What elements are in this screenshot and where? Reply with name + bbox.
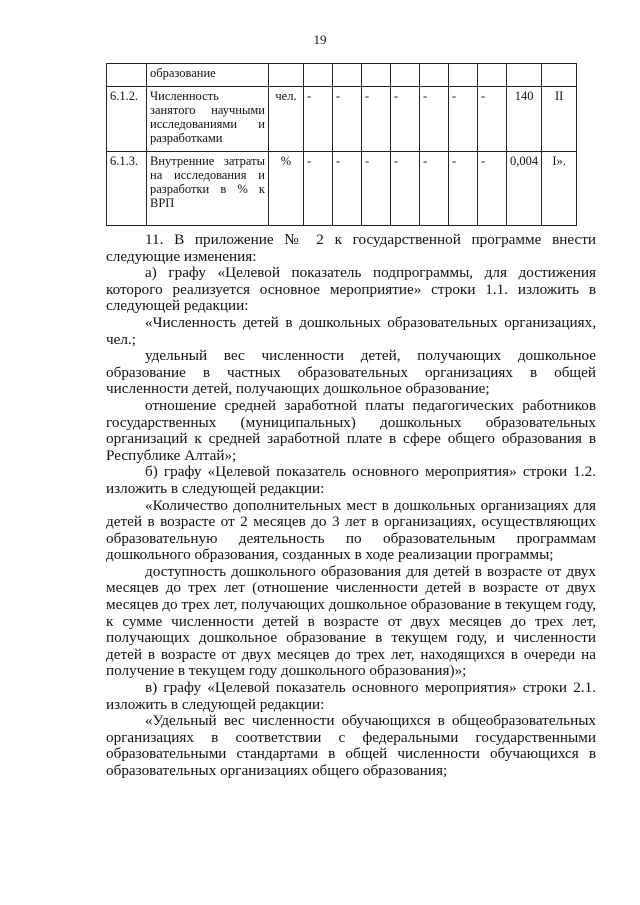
cell-stage: [542, 64, 577, 87]
cell-target-value: [507, 64, 542, 87]
cell-year-value: -: [333, 152, 362, 226]
cell-stage: I».: [542, 152, 577, 226]
cell-year-value: -: [333, 87, 362, 152]
cell-target-value: 0,004: [507, 152, 542, 226]
cell-year-value: -: [449, 152, 478, 226]
paragraph: а) графу «Целевой показатель подпрограммы, для достижения которого реализуется основное мероприятие» строки 1.1. изложить в следующей редакции:: [106, 264, 596, 315]
cell-target-value: 140: [507, 87, 542, 152]
cell-indicator-name: образование: [147, 64, 269, 87]
cell-year-value: -: [420, 87, 449, 152]
table-row: [107, 152, 577, 226]
paragraph: в) графу «Целевой показатель основного мероприятия» строки 2.1. изложить в следующей редакции:: [106, 679, 596, 713]
paragraph: доступность дошкольного образования для детей в возрасте от двух месяцев до трех лет (отношение численности детей в возрасте от двух месяцев до трех лет, получающих дошкольное образование в текущем году, к сумме численности детей в возрасте от двух месяцев до трех лет, получающих дошкольное образование в текущем году, и численности детей в возрасте от двух месяцев до трех лет, находящихся в очереди на получение в текущем году дошкольного образования)»;: [106, 562, 596, 680]
cell-year-value: -: [391, 87, 420, 152]
cell-number: 6.1.2.: [107, 87, 147, 152]
indicators-table: [106, 63, 577, 226]
paragraph: «Численность детей в дошкольных образовательных организациях, чел.;: [106, 313, 596, 348]
cell-year-value: -: [449, 87, 478, 152]
cell-year-value: -: [304, 152, 333, 226]
page-number: 19: [313, 32, 327, 47]
cell-year-value: [420, 64, 449, 87]
cell-year-value: -: [362, 87, 391, 152]
paragraph: «Количество дополнительных мест в дошкольных организациях для детей в возрасте от 2 месяцев до 3 лет в организациях, осуществляющих образовательную деятельность по образовательным программам дошкольного образования, созданных в ходе реализации программы;: [106, 496, 596, 564]
cell-number: 6.1.3.: [107, 152, 147, 226]
cell-unit: [269, 64, 304, 87]
paragraph: 11. В приложение № 2 к государственной программе внести следующие изменения:: [106, 231, 596, 265]
cell-year-value: [304, 64, 333, 87]
cell-unit: %: [269, 152, 304, 226]
cell-year-value: [333, 64, 362, 87]
cell-year-value: -: [478, 152, 507, 226]
paragraph: б) графу «Целевой показатель основного мероприятия» строки 1.2. изложить в следующей редакции:: [106, 463, 596, 497]
document-body: [106, 232, 596, 780]
cell-year-value: [362, 64, 391, 87]
cell-year-value: -: [391, 152, 420, 226]
cell-year-value: [478, 64, 507, 87]
cell-unit: чел.: [269, 87, 304, 152]
cell-stage: II: [542, 87, 577, 152]
cell-year-value: -: [420, 152, 449, 226]
cell-year-value: -: [478, 87, 507, 152]
cell-year-value: -: [362, 152, 391, 226]
cell-number: [107, 64, 147, 87]
table-row: [107, 64, 577, 87]
cell-indicator-name: Внутренние затраты на исследования и разработки в % к ВРП: [147, 152, 269, 226]
cell-year-value: [391, 64, 420, 87]
table-row: [107, 87, 577, 152]
paragraph: удельный вес численности детей, получающих дошкольное образование в частных образовательных организациях в общей численности детей, получающих дошкольное образование;: [106, 347, 596, 398]
paragraph: «Удельный вес численности обучающихся в общеобразовательных организациях в соответствии с федеральными государственными образовательными стандартами в общей численности обучающихся в образовательных организациях общего образования;: [106, 712, 596, 779]
cell-year-value: -: [304, 87, 333, 152]
paragraph: отношение средней заработной платы педагогических работников государственных (муниципальных) дошкольных образовательных организаций к средней заработной плате в сфере общего образования в Республике Алтай»;: [106, 396, 596, 464]
cell-year-value: [449, 64, 478, 87]
cell-indicator-name: Численность занятого научными исследованиями и разработками: [147, 87, 269, 152]
